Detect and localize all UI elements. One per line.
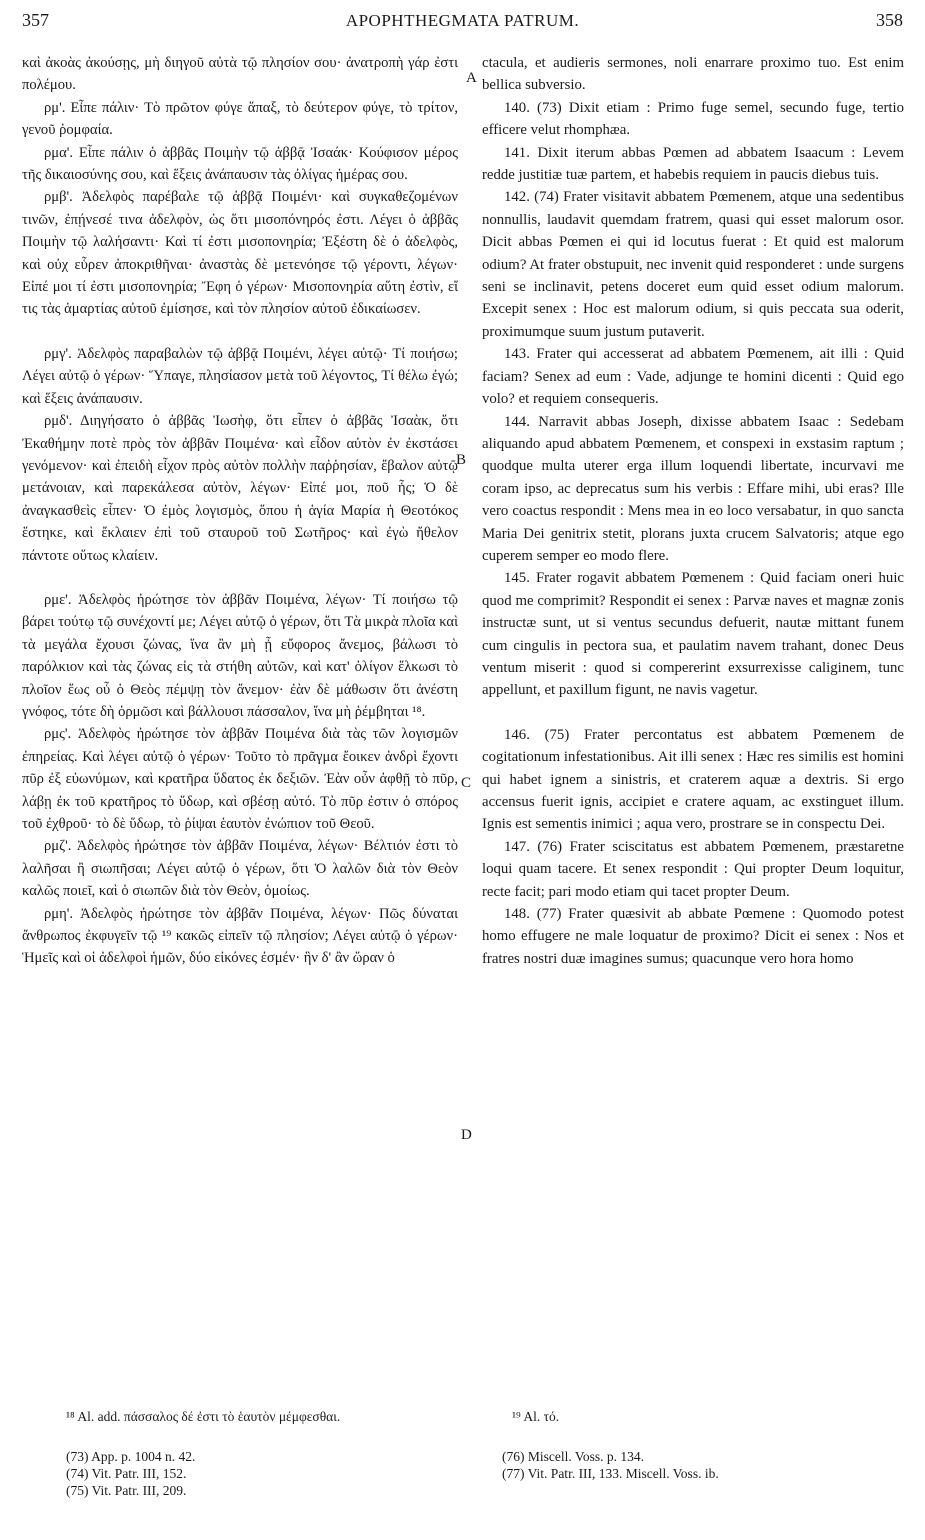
latin-paragraph: 140. (73) Dixit etiam : Primo fuge semel, secundo fuge, tertio efficere velut rhomphæa. [482,99,904,139]
greek-paragraph: ρμα'. Εἶπε πάλιν ὁ ἀββᾶς Ποιμὴν τῷ ἀββᾷ Ἰσαάκ· Κούφισον μέρος τῆς δικαιοσύνης σου, καὶ ἕξεις ἀνάπαυσιν τὰς ὀλίγας ἡμέρας σου. [22,144,458,184]
latin-paragraph: 145. Frater rogavit abbatem Pœmenem : Quid faciam oneri huic quod me comprimit? Respondit ei senex : Parvæ naves et magnæ zonis instructæ sunt, ut si ventus secundus defuerit, nautæ mittant funem cum cingulis in pectora sua, et paulatim navem trahant, donec Deus ventum miserit : quod si compererint exsurrexisse caliginem, tunc appellunt, et paxillum figunt, ne navis vagetur. [482,570,904,699]
greek-paragraph: ρμζ'. Ἀδελφὸς ἠρώτησε τὸν ἀββᾶν Ποιμένα, λέγων· Βέλτιόν ἐστι τὸ λαλῆσαι ἢ σιωπῆσαι; Λέγει αὐτῷ ὁ γέρων, ὅτι Ὁ λαλῶν διὰ τὸν Θεὸν καλῶς ποιεῖ, καὶ ὁ σιωπῶν διὰ τὸν Θεὸν, ὁμοίως. [22,838,458,900]
greek-footnote-area [66,1408,466,1425]
greek-paragraph: ρμη'. Ἀδελφὸς ἠρώτησε τὸν ἀββᾶν Ποιμένα, λέγων· Πῶς δύναται ἄνθρωπος ἐκφυγεῖν τῷ ¹⁹ κακῶς εἰπεῖν τῷ πλησίον; Λέγει αὐτῷ ὁ γέρων· Ἡμεῖς καὶ οἱ ἀδελφοὶ ἡμῶν, δύο εἰκόνες ἐσμέν· ἣν δ' ἂν ὥραν ὁ [22,905,458,967]
greek-paragraph: ρμγ'. Ἀδελφὸς παραβαλὼν τῷ ἀββᾷ Ποιμένι, λέγει αὐτῷ· Τί ποιήσω; Λέγει αὐτῷ ὁ γέρων· Ὕπαγε, πλησίασον μετὰ τοῦ λέγοντος, Τί θέλω ἐγώ; καὶ ἕξεις ἀνάπαυσιν. [22,345,458,407]
greek-paragraph: ρμς'. Ἀδελφὸς ἠρώτησε τὸν ἀββᾶν Ποιμένα διὰ τὰς τῶν λογισμῶν ἐπηρείας. Καὶ λέγει αὐτῷ ὁ γέρων· Τοῦτο τὸ πρᾶγμα ἔοικεν ἀνδρὶ ἔχοντι πῦρ ἐξ εὐωνύμων, καὶ κρατῆρα ὕδατος ἐκ δεξιῶν. Ἐὰν οὖν ἀφθῇ τὸ πῦρ, λάβῃ ἐκ τοῦ κρατῆρος τὸ ὕδωρ, καὶ σβέσῃ αὐτό. Τὸ πῦρ ἐστιν ὁ σπόρος τοῦ ἐχθροῦ· τὸ δὲ ὕδωρ, τὸ ῥίψαι ἑαυτὸν ἐνώπιον τοῦ Θεοῦ. [22,726,458,832]
latin-paragraph: ctacula, et audieris sermones, noli enarrare proximo tuo. Est enim bellica subversio. [482,55,904,94]
greek-paragraph: ρμε'. Ἀδελφὸς ἠρώτησε τὸν ἀββᾶν Ποιμένα, λέγων· Τί ποιήσω τῷ βάρει τούτῳ τῷ συνέχοντί με; Λέγει αὐτῷ ὁ γέρων, ὅτι Τὰ μικρὰ πλοῖα καὶ τὰ μεγάλα ἔχουσι ζώνας, ἵνα ἂν μὴ ᾖ εὔφορος ἄνεμος, βάλωσι τὸ παρόλκιον καὶ τὰς ζώνας εἰς τὰ στήθη αὐτῶν, καὶ κατ' ὀλίγον ἕλκωσι τὸ πλοῖον ἕως οὗ ὁ Θεὸς πέμψῃ τὸν ἄνεμον· ἐὰν δὲ μάθωσιν ὅτι ἀνέστη γνόφος, τότε δὴ ὁρμῶσι καὶ βάλλουσι πάσσαλον, ἵνα μὴ ῥέμβηται ¹⁸. [22,591,458,720]
source-note: (77) Vit. Patr. III, 133. Miscell. Voss. ib. [502,1466,719,1481]
left-page-number: 357 [22,10,49,30]
latin-paragraph: 146. (75) Frater percontatus est abbatem Pœmenem de cogitationum infestationibus. Ait illi senex : Hæc res similis est homini qui habet ignem a sinistris, et craterem aquæ a dextris. Si ergo accensus fuerit ignis, accipiet e cratere aquam, ac exstinguet illum. Ignis est sementis inimici ; aqua vero, prostrare se in conspectu Dei. [482,726,904,833]
page-header [22,10,903,50]
margin-letter-b: B [456,452,467,468]
latin-footnote-area [512,1408,892,1425]
latin-paragraph: 144. Narravit abbas Joseph, dixisse abbatem Isaac : Sedebam aliquando apud abbatem Pœmenem, et conspexi in exstasim raptum ; quodque multa uterer erga illum loquendi libertate, incurvavi me coram ipso, ac deprecatus sum his verbis : Effare mihi, ubi eras? Ille vero coactus respondit : Mens mea in eo loco versabatur, in quo sancta Maria Dei genitrix stetit, plorans juxta crucem Salvatoris; atque ego cuperem semper eo modo flere. [482,413,904,564]
latin-footnote: ¹⁹ Al. τό. [512,1409,560,1424]
latin-column [482,52,904,970]
greek-paragraph: ρμ'. Εἶπε πάλιν· Τὸ πρῶτον φύγε ἅπαξ, τὸ δεύτερον φύγε, τὸ τρίτον, γενοῦ ῥομφαία. [22,99,458,139]
latin-paragraph: 147. (76) Frater sciscitatus est abbatem Pœmenem, præstaretne loqui quam tacere. Et senex respondit : Qui propter Deum loquitur, recte facit; pari modo etiam qui tacet propter Deum. [482,838,904,900]
right-page-number: 358 [876,10,903,30]
source-note: (75) Vit. Patr. III, 209. [66,1483,187,1498]
source-note: (74) Vit. Patr. III, 152. [66,1466,187,1481]
running-title: APOPHTHEGMATA PATRUM. [345,11,580,30]
greek-paragraph: καὶ ἀκοὰς ἀκούσῃς, μὴ διηγοῦ αὐτὰ τῷ πλησίον σου· ἀνατροπὴ γάρ ἐστι πολέμου. [22,55,458,94]
source-note: (76) Miscell. Voss. p. 134. [502,1449,645,1464]
source-note: (73) App. p. 1004 n. 42. [66,1449,196,1464]
latin-paragraph: 142. (74) Frater visitavit abbatem Pœmenem, atque una sedentibus nonnullis, laudavit quemdam fratrem, quasi qui esset malorum osor. Dicit abbas Pœmen ei qui id locutus fuerat : Et quid est malorum odium? At frater obstupuit, nec invenit quid responderet : unde surgens seni se inclinavit, petens doceret eum quid esset odium malorum. Excepit senex : Hoc est malorum odium, si quis peccata sua oderit, proximumque suum justum putaverit. [482,189,904,340]
margin-letter-c: C [461,775,472,791]
latin-paragraph: 148. (77) Frater quæsivit ab abbate Pœmene : Quomodo potest homo effugere ne male loquatur de proximo? Dicit ei senex : Nos et fratres nostri duæ imagines sumus; quacunque vero hora homo [482,906,904,967]
greek-footnote: ¹⁸ Al. add. πάσσαλος δέ ἐστι τὸ ἑαυτὸν μέμφεσθαι. [66,1409,341,1424]
margin-letter-a: A [466,70,477,86]
sources-left [66,1448,456,1499]
greek-column [22,52,458,970]
latin-paragraph: 143. Frater qui accesserat ad abbatem Pœmenem, ait illi : Quid faciam? Senex ad eum : Vade, adjunge te homini dicenti : Quid ego volo? et requiem consequeris. [482,346,904,408]
margin-letter-d: D [461,1127,472,1143]
greek-paragraph: ρμδ'. Διηγήσατο ὁ ἀββᾶς Ἰωσὴφ, ὅτι εἶπεν ὁ ἀββᾶς Ἰσαὰκ, ὅτι Ἐκαθήμην ποτὲ πρὸς τὸν ἀββᾶν Ποιμένα· καὶ εἶδον αὐτὸν ἐν ἐκστάσει γενόμενον· καὶ ἐπειδὴ εἶχον πρὸς αὐτὸν πολλὴν παῤῥησίαν, ἔβαλον αὐτῷ μετάνοιαν, καὶ παρεκάλεσα αὐτὸν, λέγων· Εἰπέ μοι, ποῦ ἧς; Ὁ δὲ ἀναγκασθεὶς εἶπεν· Ὁ ἐμὸς λογισμὸς, ὅπου ἡ ἁγία Μαρία ἡ Θεοτόκος ἕστηκε, καὶ ἔκλαιεν ἐπὶ τοῦ σταυροῦ τοῦ Σωτῆρος· καὶ ἐγὼ ἤθελον πάντοτε οὕτως κλαίειν. [22,413,458,564]
latin-paragraph: 141. Dixit iterum abbas Pœmen ad abbatem Isaacum : Levem redde justitiæ tuæ partem, et habebis requiem in paucis diebus tuis. [482,144,904,184]
sources-right [502,1448,902,1482]
greek-paragraph: ρμβ'. Ἀδελφὸς παρέβαλε τῷ ἀββᾷ Ποιμένι· καὶ συγκαθεζομένων τινῶν, ἐπῄνεσέ τινα ἀδελφὸν, ὡς ὅτι μισοπόνηρός ἐστι. Λέγει ὁ ἀββᾶς Ποιμὴν τῷ λαλήσαντι· Καὶ τί ἐστι μισοπονηρία; Ἐξέστη δὲ ὁ ἀδελφὸς, καὶ οὐχ εὗρεν ἀποκριθῆναι· ἀναστὰς δὲ μετενόησε τῷ γέροντι, λέγων· Εἰπέ μοι τί ἐστι μισοπονηρία; Ἔφη ὁ γέρων· Μισοπονηρία αὕτη ἐστὶν, εἴ τις τὰς ἁμαρτίας αὐτοῦ ἐμίσησε, καὶ τὸν πλησίον αὐτοῦ ἐδικαίωσεν. [22,189,458,318]
